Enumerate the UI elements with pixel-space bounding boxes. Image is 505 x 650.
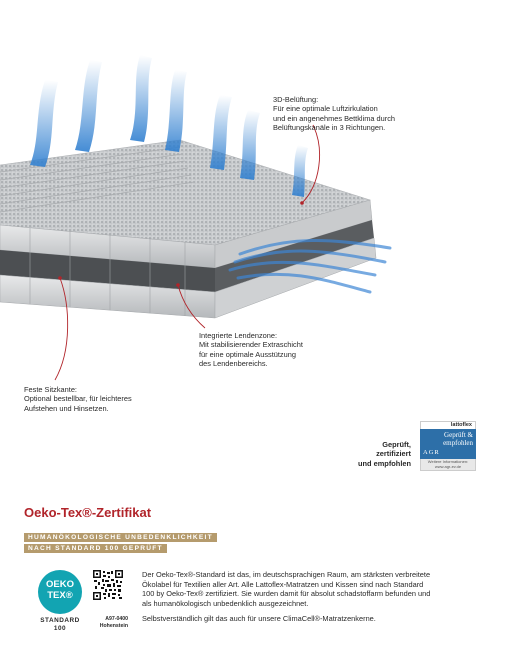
callout-edge bbox=[24, 385, 132, 413]
subtitle-banner: HUMANÖKOLOGISCHE UNBEDENKLICHKEIT bbox=[24, 533, 217, 542]
section-title: Oeko-Tex®-Zertifikat bbox=[24, 505, 152, 520]
callout-line: Feste Sitzkante: bbox=[24, 385, 77, 394]
agr-footer1: Weitere Informationen: bbox=[427, 459, 469, 464]
agr-line1: Geprüft & bbox=[444, 431, 473, 439]
callout-line: Aufstehen und Hinsetzen. bbox=[24, 403, 109, 413]
body-text bbox=[142, 570, 482, 624]
oeko-logo-line1: OEKO bbox=[46, 579, 74, 590]
text-line: Der Oeko-Tex®-Standard ist das, im deutschsprachigen Raum, am stärksten verbreitete bbox=[142, 570, 431, 579]
text-line: 100 by Oeko-Tex® zertifiziert. Sie wurden damit für absolut schadstoffarm befunden und bbox=[142, 589, 431, 599]
callout-ventilation bbox=[273, 95, 395, 133]
text-line: Selbstverständlich gilt das auch für unsere ClimaCell®-Matratzenkerne. bbox=[142, 614, 376, 624]
subtitle-banner: NACH STANDARD 100 GEPRÜFT bbox=[24, 544, 167, 553]
oeko-logo-line2: TEX® bbox=[47, 590, 73, 601]
agr-brand: lattoflex bbox=[420, 421, 476, 429]
agr-seal bbox=[420, 421, 476, 469]
callout-line: Belüftungskanäle in 3 Richtungen. bbox=[273, 123, 386, 133]
qr-code bbox=[93, 570, 123, 600]
standard-label bbox=[33, 617, 87, 633]
certificate-number bbox=[90, 616, 128, 629]
agr-caption-line: und empfohlen bbox=[358, 458, 411, 468]
text-line: Ökolabel für Textilien aller Art. Alle Lattoflex-Matratzen und Kissen sind nach Standard bbox=[142, 579, 424, 589]
callout-lumbar bbox=[199, 331, 303, 369]
agr-footer2: www.agr-ev.de bbox=[434, 464, 462, 469]
cert-line: A97-0400 bbox=[105, 616, 128, 622]
standard-line: STANDARD bbox=[40, 617, 80, 624]
standard-line: 100 bbox=[53, 625, 67, 632]
oeko-tex-logo bbox=[38, 570, 82, 614]
agr-caption-line: zertifiziert bbox=[376, 449, 411, 459]
cert-line: Hohenstein bbox=[99, 622, 128, 629]
callout-line: und ein angenehmes Bettklima durch bbox=[273, 113, 396, 123]
paragraph-2 bbox=[142, 614, 482, 624]
callout-line: Optional bestellbar, für leichteres bbox=[24, 394, 132, 404]
text-line: als humanökologisch unbedenklich ausgezeichnet. bbox=[142, 598, 309, 608]
agr-caption-line: Geprüft, bbox=[382, 440, 411, 449]
callout-line: für eine optimale Ausstützung bbox=[199, 349, 296, 359]
callout-line: Integrierte Lendenzone: bbox=[199, 331, 278, 340]
agr-logo: AGR bbox=[423, 449, 440, 456]
callout-line: Mit stabilisierender Extraschicht bbox=[199, 340, 303, 350]
agr-caption bbox=[358, 440, 411, 468]
callout-line: 3D-Belüftung: bbox=[273, 95, 319, 104]
callout-line: Für eine optimale Luftzirkulation bbox=[273, 104, 378, 114]
agr-line2: empfohlen bbox=[443, 439, 473, 447]
paragraph-1 bbox=[142, 570, 482, 608]
callout-line: des Lendenbereichs. bbox=[199, 359, 268, 369]
